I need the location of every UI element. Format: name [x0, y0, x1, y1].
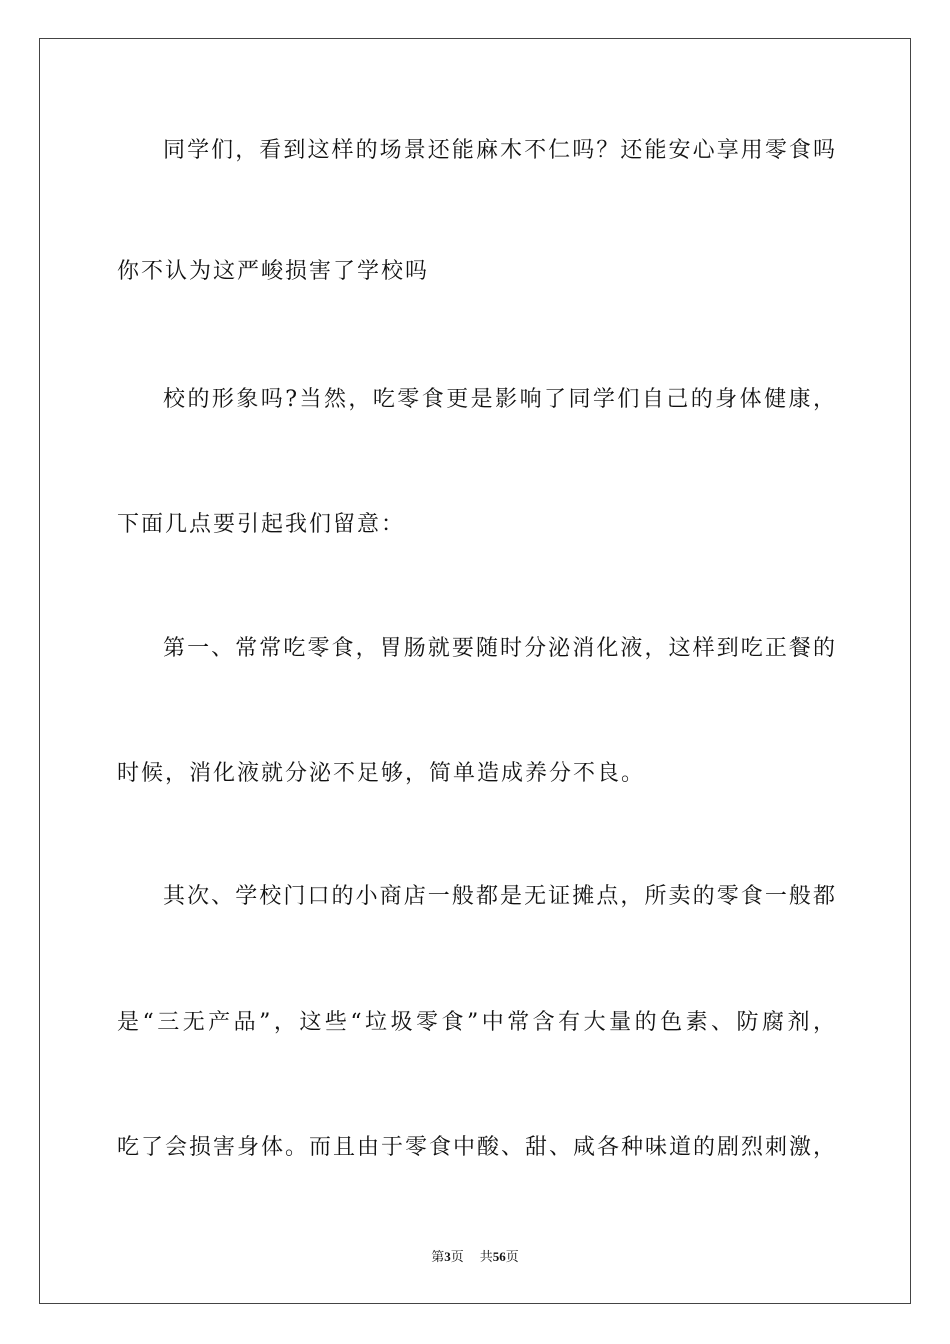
paragraph-line-5: 第一、常常吃零食，胃肠就要随时分泌消化液，这样到吃正餐的 [163, 636, 837, 661]
page-border [39, 38, 911, 1304]
paragraph-line-4: 下面几点要引起我们留意： [117, 512, 406, 537]
paragraph-line-3: 校的形象吗?当然，吃零食更是影响了同学们自己的身体健康， [163, 387, 837, 412]
page-suffix: 页 [450, 1250, 464, 1265]
paragraph-line-9: 吃了会损害身体。而且由于零食中酸、甜、咸各种味道的剧烈刺激， [117, 1135, 838, 1160]
paragraph-line-8: 是“三无产品”，这些“垃圾零食”中常含有大量的色素、防腐剂， [117, 1010, 837, 1035]
paragraph-line-1: 同学们，看到这样的场景还能麻木不仁吗？还能安心享用零食吗 [163, 138, 837, 163]
page-footer [0, 1248, 950, 1267]
page-prefix: 第 [431, 1250, 445, 1265]
total-prefix: 共 [479, 1250, 493, 1265]
paragraph-line-7: 其次、学校门口的小商店一般都是无证摊点，所卖的零食一般都 [163, 884, 837, 909]
paragraph-line-2: 你不认为这严峻损害了学校吗 [117, 259, 430, 284]
page-number: 3 [444, 1249, 451, 1264]
paragraph-line-6: 时候，消化液就分泌不足够，简单造成养分不良。 [117, 761, 646, 786]
total-pages: 56 [492, 1249, 506, 1264]
total-suffix: 页 [505, 1250, 519, 1265]
